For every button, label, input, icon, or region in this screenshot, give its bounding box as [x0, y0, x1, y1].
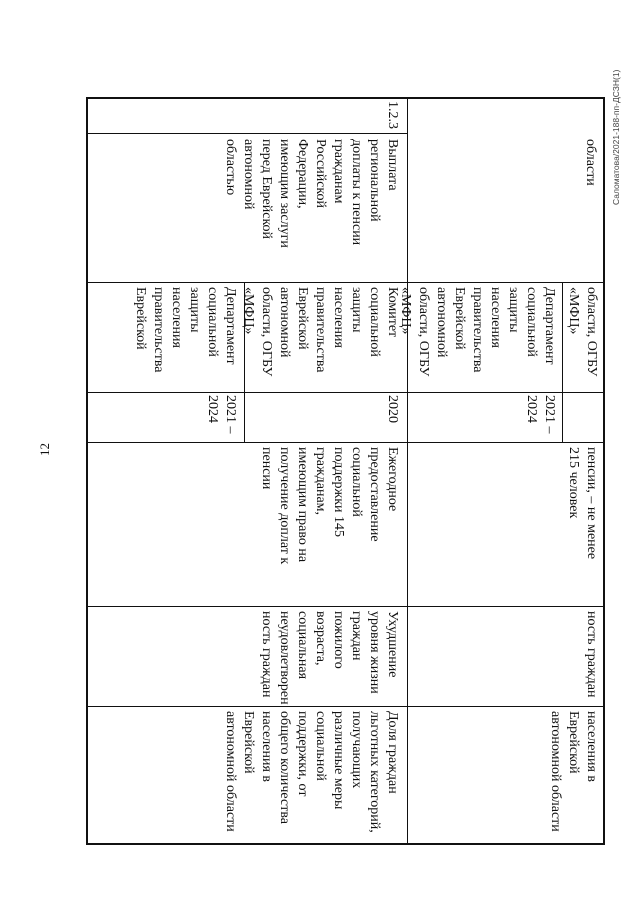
- top-row-executor-1: области, ОГБУ «МФЦ»: [566, 287, 599, 377]
- row-executor-2: Департамент социальной защиты населения правительства Еврейской: [133, 287, 238, 373]
- top-row-program-cell: области: [583, 139, 598, 186]
- row-executor-1: Комитет социальной защиты населения правительства Еврейской автономной области, ОГБУ «МФЦ»: [241, 287, 400, 377]
- top-row-result: пенсии, – не менее 215 человек: [566, 447, 599, 560]
- document-stamp: Саломатова/2021-188-пп-ДСЗН(1): [611, 69, 621, 205]
- page-number: 12: [37, 443, 52, 456]
- row-result: Ежегодное предоставление социальной поддержки 145 гражданам, имеющим право на получение доплат к пенсии: [259, 447, 400, 565]
- row-period-1: 2020: [385, 395, 400, 423]
- program-table: [86, 97, 605, 845]
- top-row-consequence: ность граждан: [584, 611, 599, 698]
- top-row-indicator: населения в Еврейской автономной области: [548, 711, 599, 832]
- row-consequence: Ухудшение уровня жизни граждан пожилого возраста, социальная неудовлетворен ность граждан: [259, 611, 400, 705]
- row-number: 1.2.3: [385, 101, 400, 129]
- row-period-2: 2021 – 2024: [205, 395, 238, 434]
- top-row-executor-2: Департамент социальной защиты населения правительства Еврейской автономной области, ОГБУ «МФЦ»: [398, 287, 557, 377]
- row-indicator: Доля граждан льготных категорий, получающих различные меры социальной поддержки, от общего количества населения в Еврейской автономной области: [223, 711, 400, 833]
- row-program-cell: Выплата региональной доплаты к пенсии гражданам Российской Федерации, имеющим заслуги перед Еврейской автономной областью: [223, 139, 400, 248]
- top-row-period-2: 2021 – 2024: [524, 395, 557, 434]
